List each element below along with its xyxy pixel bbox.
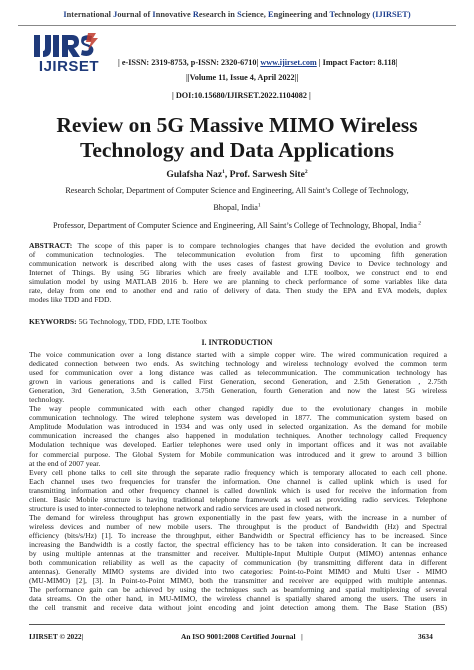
abstract-line-text: modes like TDD and FDD.: [29, 295, 112, 305]
intro-line: transmitting information and other frequency channel is called downlink which is used for receive the information from: [29, 485, 447, 495]
journal-title-part: ngineering and: [273, 10, 330, 19]
keywords: [29, 317, 447, 326]
intro-line: dedicated connection between two ends. As switching technology and wireless technology evolved the common term: [29, 359, 447, 369]
intro-line: Modulation technique was developed. Earlier telephones were used only in important offices and it was not available: [29, 440, 447, 450]
abstract-line: [29, 295, 447, 304]
journal-title-part: nternational: [66, 10, 114, 19]
journal-acronym: (IJIRSET): [372, 10, 411, 19]
footer-copyright: IJIRSET © 2022|: [29, 632, 84, 641]
footer-certification: [181, 632, 303, 641]
intro-line: wireless devices and number of new mobile users. The throughput is the product of Bandwidth (Hz) and Spectral: [29, 521, 447, 531]
intro-line: Each channel uses two frequencies for transfer the information. One channel is called uplink which is used for: [29, 476, 447, 486]
affiliation-2: [0, 221, 474, 230]
intro-line: Amplitude Modulation was introduced in 1934 and was only used in selected organization. As the demand for mobile: [29, 422, 447, 432]
intro-line: Every cell phone talks to cell site through the separate radio frequency which is temporary allocated to each cell phone.: [29, 467, 447, 477]
intro-line: The way people communicated with each other changed rapidly due to the evolutionary changes in mobile: [29, 404, 447, 414]
journal-title-part: nnovative: [155, 10, 193, 19]
affiliation-1: Research Scholar, Department of Computer Science and Engineering, All Saint’s College of Technology,: [65, 186, 409, 195]
title-line-2: Technology and Data Applications: [79, 138, 395, 162]
page-number: 3634: [418, 632, 433, 641]
abstract-line-text: simulation model by using MATLAB 2016 b. Here we are planning to check performance of some variables like data: [29, 277, 447, 287]
author-1: Gulafsha Naz: [166, 169, 223, 180]
intro-line: technology.: [29, 395, 65, 405]
abstract-line-text: communication network is described along with the uses cases of fastest growing Device to Device technology and: [29, 259, 447, 269]
journal-title-part: R: [192, 10, 199, 19]
abstract-line: [29, 268, 447, 277]
keywords-text: 5G Technology, TDD, FDD, LTE Toolbox: [76, 317, 208, 326]
intro-line: at the end of 2007 year.: [29, 458, 101, 468]
intro-line: communication technology. The wired telephone system was developed in 1877. The communication system based on: [29, 413, 447, 423]
logo-text: IJIRSET: [38, 58, 100, 75]
intro-line: both communication reliability as well as the capacity of communication (by transmitting different data in different: [29, 558, 447, 568]
abstract-line-text: of communication technologies. The telecommunication evolution from first to upcoming fifth generation: [29, 250, 447, 260]
intro-line: (MU-MIMO) [2], [3]. In Point-to-Point MIMO, both the transmitter and receiver are equipped with multiple antennas.: [29, 576, 447, 586]
author-2: , Prof. Sarwesh Site: [224, 169, 305, 180]
intro-line: Generation, 3rd Generation, 3.5th Generation, 3.75th Generation, fourth Generation and now the latest 5G wireless: [29, 386, 447, 396]
intro-line: grown in various generations and is called First Generation, second Generation, and 2.5th Generation , 2.75th: [29, 377, 447, 387]
abstract-line-text: rate, delay from one end to another end and ratio of delivery of data. Then study the EPA and EVA models, duplex: [29, 286, 447, 296]
keywords-label: KEYWORDS:: [29, 317, 77, 326]
volume-line: ||Volume 11, Issue 4, April 2022||: [186, 73, 299, 82]
journal-title-part: ournal of: [117, 10, 153, 19]
affiliation-1-city: Bhopal, India: [213, 203, 258, 212]
journal-logo: [26, 32, 112, 76]
author-line: [0, 169, 474, 180]
footer-certification-text: An ISO 9001:2008 Certified Journal: [181, 632, 296, 641]
abstract-line: [29, 250, 447, 259]
abstract-label: ABSTRACT:: [29, 241, 73, 250]
intro-line: client. Basic Mobile structure is having traditional telephone framework as well as providing radio services. Telephone: [29, 494, 447, 504]
intro-line: The voice communication over a long distance started with a simple copper wire. The wired communication required a: [29, 350, 447, 359]
section-heading-introduction: I. INTRODUCTION: [201, 338, 273, 347]
author-1-marker: 1: [222, 168, 225, 175]
abstract: [29, 241, 447, 304]
header-divider: [18, 25, 456, 26]
affiliation-1-location: [0, 203, 474, 212]
intro-line: increasing the Bandwidth is a costly factor, the spectral efficiency has to be taken into consideration. It can be increased: [29, 539, 447, 549]
journal-title-part: cience,: [241, 10, 268, 19]
intro-line: data streams. On the other hand, in MU-MIMO, the wireless channel is spatially shared among the users. The users in: [29, 594, 447, 604]
journal-title-part: echnology: [334, 10, 373, 19]
intro-line: by using multiple antennas at the transmitter and receiver. Multiple-Input Multiple Output (MIMO) antennas enhance: [29, 549, 447, 559]
affiliation-1-marker: 1: [257, 202, 261, 209]
introduction-body: [29, 350, 447, 612]
abstract-line: [29, 277, 447, 286]
abstract-line-text: The scope of this paper is to compare technologies changes that have decided the evolution and growth: [72, 241, 447, 250]
issn-prefix: | e-ISSN: 2319-8753, p-ISSN: 2320-6710|: [118, 58, 261, 67]
journal-title: [0, 10, 474, 19]
journal-title-part: I: [63, 10, 67, 19]
title-line-1: Review on 5G Massive MIMO Wireless: [56, 113, 418, 137]
issn-suffix: | Impact Factor: 8.118|: [316, 58, 398, 67]
issn-line: [118, 58, 397, 67]
intro-line: The demand for wireless throughput has grown exponentially in the past few years, with the increase in a number of: [29, 512, 447, 522]
journal-title-part: S: [237, 10, 242, 19]
abstract-line: [29, 241, 447, 250]
intro-line: used for communication over a long distance was called as telecommunication. The communication technology has: [29, 368, 447, 378]
intro-line: structure is used to inter-connected to telephone network and radio services are used in closed network.: [29, 503, 343, 513]
intro-line: the cell transmit and receive data without joint encoding and joint detection among them. The Base Station (BS): [29, 603, 447, 613]
doi-line: | DOI:10.15680/IJIRSET.2022.1104082 |: [172, 91, 311, 100]
journal-title-part: esearch in: [198, 10, 238, 19]
intro-line: efficiency (bits/s/Hz) [1]. To increase the throughput, either Bandwidth or Spectral efficiency has to be increased. Since: [29, 530, 447, 540]
affiliation-2-text: Professor, Department of Computer Science and Engineering, All Saint’s College of Technology, Bhopal, India: [53, 221, 417, 230]
footer-separator: |: [301, 632, 303, 641]
intro-line: The performance gain can be achieved by using the techniques such as beamforming and spatial multiplexing of several: [29, 585, 447, 595]
journal-title-part: I: [152, 10, 156, 19]
journal-title-part: J: [113, 10, 118, 19]
journal-title-part: T: [329, 10, 335, 19]
paper-title: [0, 113, 474, 163]
abstract-line-text: Internet of Things. By using 5G libraries which are freely available and LTE toolbox, we construct end to end: [29, 268, 447, 278]
journal-title-part: E: [267, 10, 274, 19]
website-link[interactable]: www.ijirset.com: [260, 58, 317, 67]
intro-line: communication increased the changes also happened in modulation techniques. Another technology called Frequency: [29, 431, 447, 441]
footer-divider: [29, 624, 445, 625]
intro-line: for commercial purpose. The Global System for Mobile communication was introduced and it grew to around 3 billion: [29, 449, 447, 459]
affiliation-2-marker: 2: [416, 220, 421, 227]
abstract-line: [29, 259, 447, 268]
intro-line: antennas). Generally MIMO systems are divided into two categories: Point-to-Point MIMO and Multi User - MIMO: [29, 567, 447, 577]
abstract-line: [29, 286, 447, 295]
author-2-marker: 2: [304, 168, 308, 175]
